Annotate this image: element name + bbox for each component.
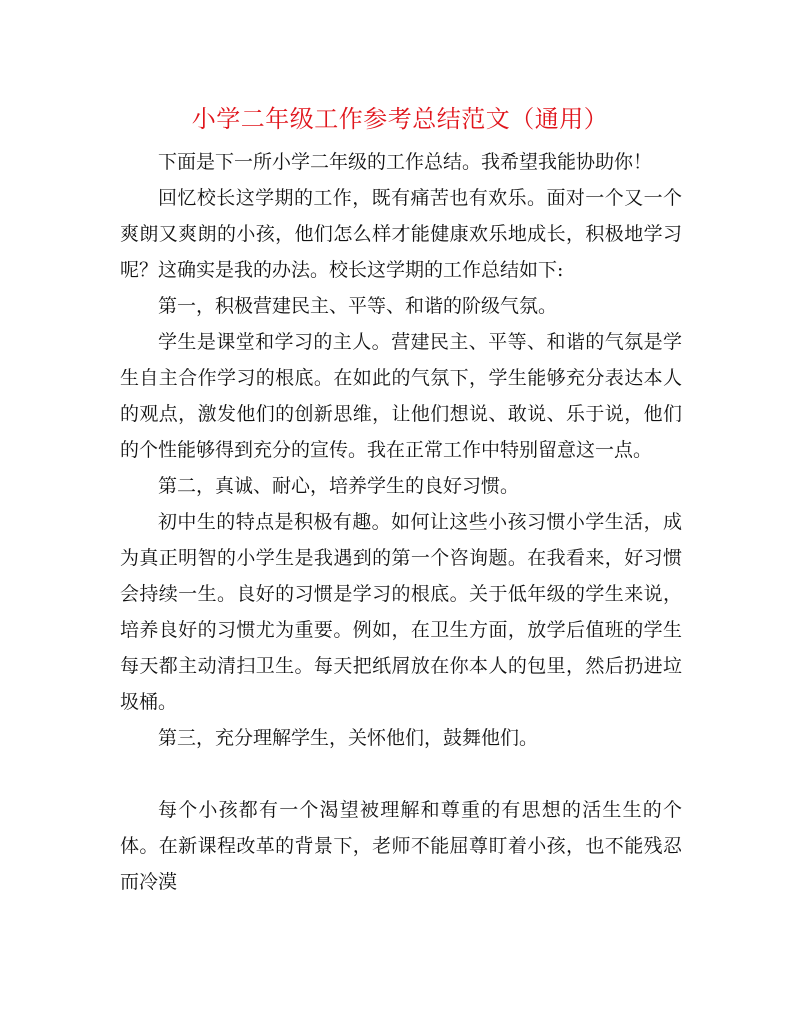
paragraph-third: 每个小孩都有一个渴望被理解和尊重的有思想的活生生的个体。在新课程改革的背景下，老师不能屈尊盯着小孩，也不能残忍而冷漠 bbox=[120, 799, 682, 893]
paragraph-second: 初中生的特点是积极有趣。如何让这些小孩习惯小学生活，成为真正明智的小学生是我遇到的第一个咨询题。在我看来，好习惯会持续一生。良好的习惯是学习的根底。关于低年级的学生来说，培养良好的习惯尤为重要。例如，在卫生方面，放学后值班的学生每天都主动清扫卫生。每天把纸屑放在你本人的包里，然后扔进垃圾桶。 bbox=[120, 511, 682, 713]
heading-third: 第三，充分理解学生，关怀他们，鼓舞他们。 bbox=[158, 727, 539, 749]
document-title: 小学二年级工作参考总结范文（通用） bbox=[191, 105, 609, 133]
heading-first: 第一，积极营建民主、平等、和谐的阶级气氛。 bbox=[158, 295, 558, 317]
paragraph-first: 学生是课堂和学习的主人。营建民主、平等、和谐的气氛是学生自主合作学习的根底。在如此的气氛下，学生能够充分表达本人的观点，激发他们的创新思维，让他们想说、敢说、乐于说，他们的个性能够得到充分的宣传。我在正常工作中特别留意这一点。 bbox=[120, 331, 682, 461]
heading-second: 第二，真诚、耐心，培养学生的良好习惯。 bbox=[158, 475, 520, 497]
paragraph-intro: 下面是下一所小学二年级的工作总结。我希望我能协助你！ bbox=[158, 151, 653, 173]
paragraph-review: 回忆校长这学期的工作，既有痛苦也有欢乐。面对一个又一个爽朗又爽朗的小孩，他们怎么样才能健康欢乐地成长，积极地学习呢？这确实是我的办法。校长这学期的工作总结如下: bbox=[120, 187, 682, 281]
document-body bbox=[120, 144, 682, 900]
